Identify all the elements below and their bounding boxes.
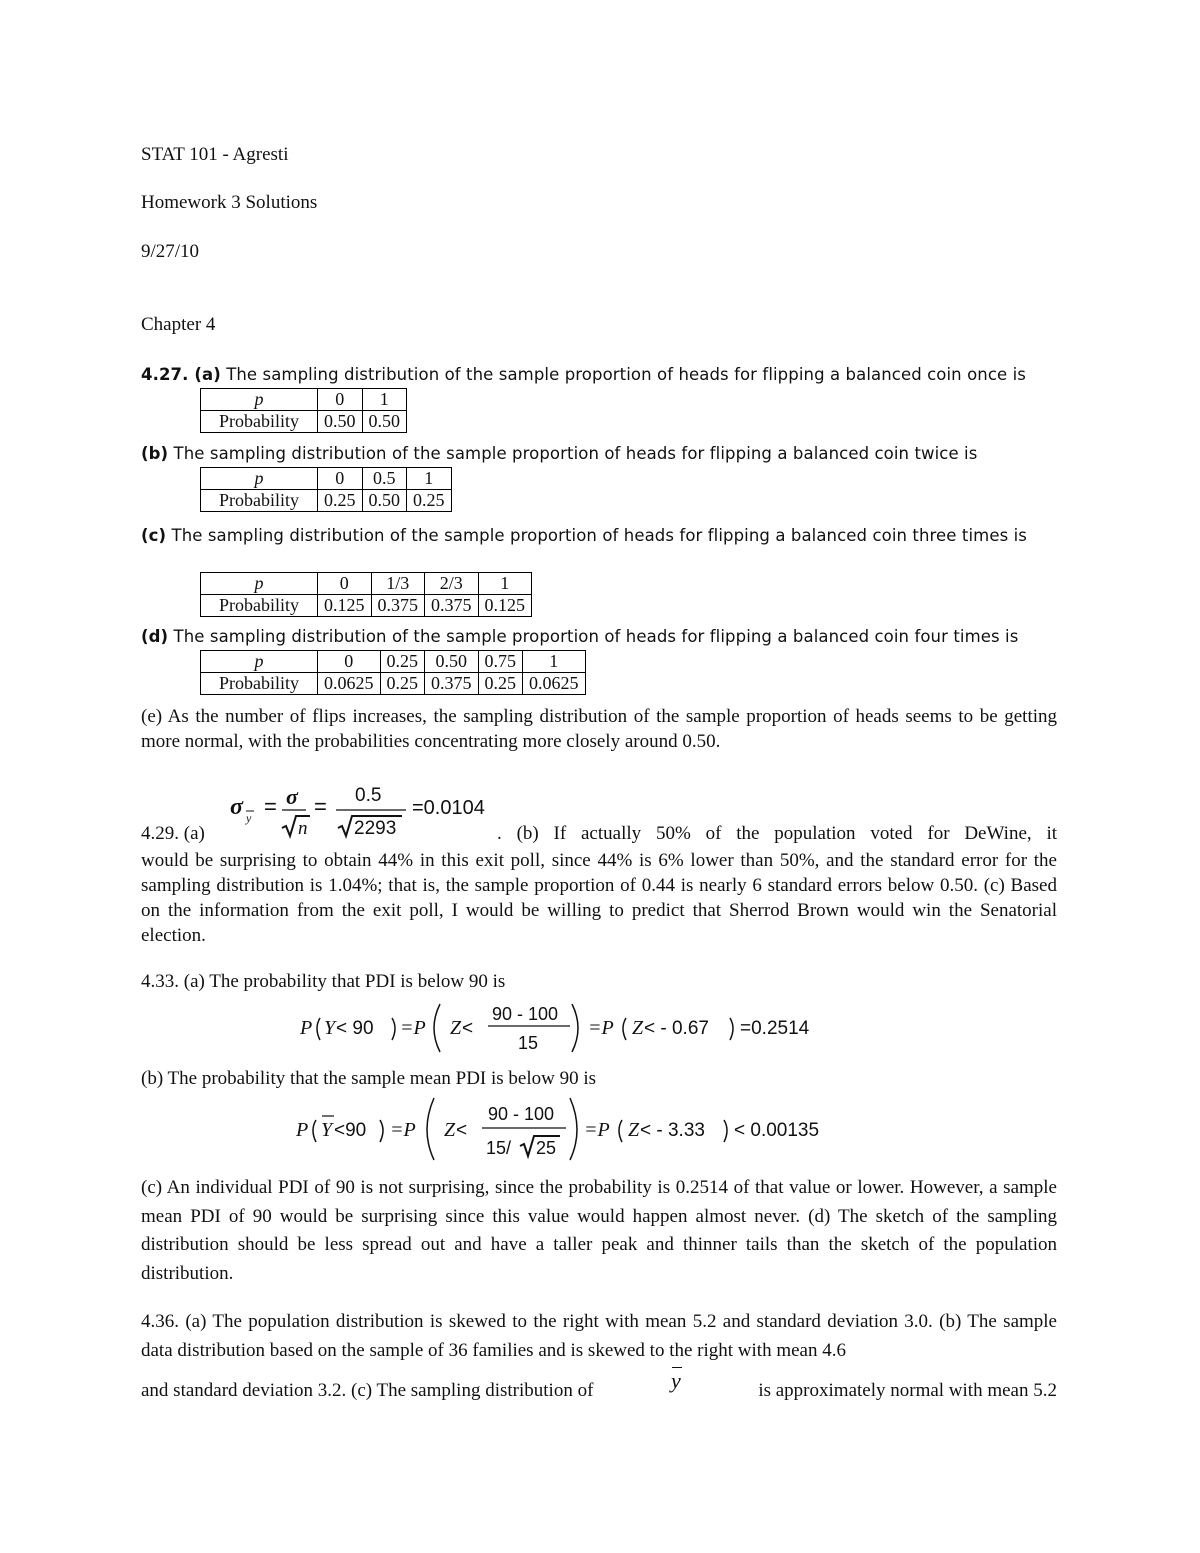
big-paren-open [427, 1098, 434, 1160]
probability-row-label: Probability [201, 411, 318, 433]
p-value-cell: 1 [407, 468, 452, 490]
probability-value-cell: 0.375 [425, 595, 479, 617]
equals-sign: = [264, 794, 277, 819]
paren-open [317, 1018, 320, 1040]
p-row [201, 573, 532, 595]
p-value-cell: 1 [478, 573, 532, 595]
distribution-table-four [200, 650, 586, 695]
p-value-cell: 0 [318, 651, 381, 673]
result: =0.0104 [412, 797, 485, 819]
numerator: 90 - 100 [492, 1004, 559, 1024]
course-title: STAT 101 - Agresti [141, 144, 289, 165]
probability-value-cell: 0.50 [362, 411, 407, 433]
denominator: 15 [518, 1033, 539, 1053]
text: The sampling distribution of the sample proportion of heads for flipping a balanced coin once is [220, 365, 1026, 384]
p-value-cell: 0.25 [380, 651, 425, 673]
equals-P-2: =P [584, 1119, 610, 1141]
probability-value-cell: 0.25 [318, 490, 363, 512]
less-than: < [456, 1120, 468, 1141]
probability-value-cell: 0.25 [407, 490, 452, 512]
Z-variable: Z [444, 1119, 456, 1141]
Z-variable-2: Z [628, 1119, 640, 1141]
P-symbol: P [296, 1119, 309, 1141]
less-than-90: < 90 [336, 1018, 374, 1039]
probability-value-cell: 0.375 [371, 595, 425, 617]
last-line-a: and standard deviation 3.2. (c) The sampling distribution of [141, 1380, 594, 1401]
paren-open-2 [623, 1018, 626, 1040]
paren-close [392, 1018, 395, 1040]
p-row-label: p [201, 573, 318, 595]
p-value-cell: 0.75 [478, 651, 523, 673]
Z-variable-2: Z [632, 1017, 644, 1039]
probability-value-cell: 0.125 [478, 595, 532, 617]
Y-bar-variable: Y [321, 1119, 333, 1141]
denominator: 2293 [354, 818, 397, 839]
problem-4-33-c: (c) An individual PDI of 90 is not surprising, since the probability is 0.2514 of that value or lower. However, a sample mean PDI of 90 would be surprising since this value would happen almost never. (d) The sketch of the sampling distribution should be less spread out and have a taller peak and thinner tails than the sketch of the population distribution. [141, 1177, 1057, 1284]
probability-value-cell: 0.0625 [318, 673, 381, 695]
probability-row-label: Probability [201, 595, 318, 617]
probability-value-cell: 0.50 [362, 490, 407, 512]
probability-row [201, 673, 586, 695]
paren-close-2 [724, 1120, 727, 1142]
big-paren-close [570, 1098, 577, 1160]
probability-row [201, 490, 452, 512]
problem-4-27-c [141, 523, 1061, 548]
problem-4-27-e: (e) As the number of flips increases, the sampling distribution of the sample proportion of heads seems to be getting more normal, with the probabilities concentrating more closely around 0.50. [141, 706, 1057, 752]
chapter-heading: Chapter 4 [141, 314, 216, 335]
p-value-cell: 0 [318, 573, 372, 595]
text: The sampling distribution of the sample proportion of heads for flipping a balanced coin twice is [168, 444, 978, 463]
p-row-label: p [201, 468, 318, 490]
big-paren-close [572, 1004, 578, 1052]
denominator-25: 25 [536, 1138, 557, 1158]
less-than: < [462, 1018, 474, 1039]
big-paren-open [434, 1004, 440, 1052]
p-row [201, 468, 452, 490]
label: (b) [141, 444, 169, 463]
last-line-b: is approximately normal with mean 5.2 [758, 1380, 1057, 1401]
probability-value-cell: 0.25 [380, 673, 425, 695]
equals-P-2: =P [588, 1017, 614, 1039]
p-value-cell: 0 [318, 468, 363, 490]
equals-P: =P [390, 1119, 416, 1141]
p-value-cell: 2/3 [425, 573, 479, 595]
probability-row-label: Probability [201, 673, 318, 695]
probability-equation-a [296, 998, 836, 1060]
sigma-numerator: σ [286, 784, 298, 809]
problem-4-33-a: 4.33. (a) The probability that PDI is below 90 is [141, 971, 506, 992]
p-value-cell: 1 [362, 389, 407, 411]
document-date: 9/27/10 [141, 241, 200, 262]
problem-4-27-a [141, 365, 1026, 384]
label: 4.27. (a) [141, 365, 221, 384]
less-than-90: <90 [334, 1120, 367, 1141]
result: =0.2514 [740, 1018, 810, 1039]
numerator: 90 - 100 [488, 1104, 555, 1124]
probability-row [201, 595, 532, 617]
numerator: 0.5 [355, 785, 382, 806]
p-row [201, 389, 407, 411]
problem-4-33-b: (b) The probability that the sample mean PDI is below 90 is [141, 1068, 597, 1089]
problem-4-36-last-line [141, 1368, 1057, 1402]
p-value-cell: 1 [523, 651, 586, 673]
equals-sign-2: = [314, 794, 327, 819]
text: The sampling distribution of the sample proportion of heads for flipping a balanced coin four times is [168, 627, 1019, 646]
probability-value-cell: 0.50 [318, 411, 363, 433]
paren-close-2 [730, 1018, 733, 1040]
problem-4-27-b [141, 444, 977, 463]
probability-equation-b [292, 1094, 852, 1164]
problem-4-29-rest: would be surprising to obtain 44% in this exit poll, since 44% is 6% lower than 50%, and the standard error for the sampling distribution is 1.04%; that is, the sample proportion of 0.44 is nearly 6 standard errors below 0.50. (c) Based on the information from the exit poll, I would be willing to predict that Sherrod Brown would win the Senatorial election. [141, 850, 1057, 946]
standard-error-equation [226, 778, 506, 848]
y-subscript: y [246, 811, 252, 825]
label: (c) [141, 526, 167, 545]
problem-4-29-label: 4.29. (a) [141, 823, 205, 844]
probability-row-label: Probability [201, 490, 318, 512]
tail-value: < - 3.33 [640, 1120, 705, 1141]
distribution-table-three [200, 572, 532, 617]
P-symbol: P [300, 1017, 313, 1039]
denominator-15: 15/ [486, 1138, 512, 1158]
equals-P: =P [400, 1017, 426, 1039]
result: < 0.00135 [734, 1120, 820, 1141]
probability-value-cell: 0.375 [425, 673, 479, 695]
Z-variable: Z [450, 1017, 462, 1039]
p-value-cell: 0.50 [425, 651, 479, 673]
ybar-letter: y [670, 1368, 681, 1393]
sigma-symbol: σ [230, 794, 243, 820]
probability-value-cell: 0.25 [478, 673, 523, 695]
distribution-table-once [200, 388, 407, 433]
probability-value-cell: 0.0625 [523, 673, 586, 695]
p-row [201, 651, 586, 673]
document-title: Homework 3 Solutions [141, 192, 318, 213]
p-value-cell: 0.5 [362, 468, 407, 490]
p-value-cell: 0 [318, 389, 363, 411]
p-row-label: p [201, 389, 318, 411]
problem-4-27-d [141, 627, 1018, 646]
label: (d) [141, 627, 169, 646]
p-row-label: p [201, 651, 318, 673]
probability-value-cell: 0.125 [318, 595, 372, 617]
Y-variable: Y [324, 1017, 336, 1039]
paren-open [313, 1120, 316, 1142]
text: The sampling distribution of the sample proportion of heads for flipping a balanced coin three times is [166, 526, 1028, 545]
probability-row [201, 411, 407, 433]
tail-value: < - 0.67 [644, 1018, 709, 1039]
problem-4-36: 4.36. (a) The population distribution is skewed to the right with mean 5.2 and standard deviation 3.0. (b) The sample data distribution based on the sample of 36 families and is skewed to the right with mean 4.6 [141, 1311, 1057, 1361]
problem-4-29-b-first: . (b) If actually 50% of the population voted for DeWine, it [497, 823, 1057, 844]
ybar-symbol [671, 1368, 681, 1394]
paren-open-2 [619, 1120, 622, 1142]
p-value-cell: 1/3 [371, 573, 425, 595]
paren-close [380, 1120, 383, 1142]
distribution-table-twice [200, 467, 452, 512]
n-denominator: n [298, 818, 308, 839]
